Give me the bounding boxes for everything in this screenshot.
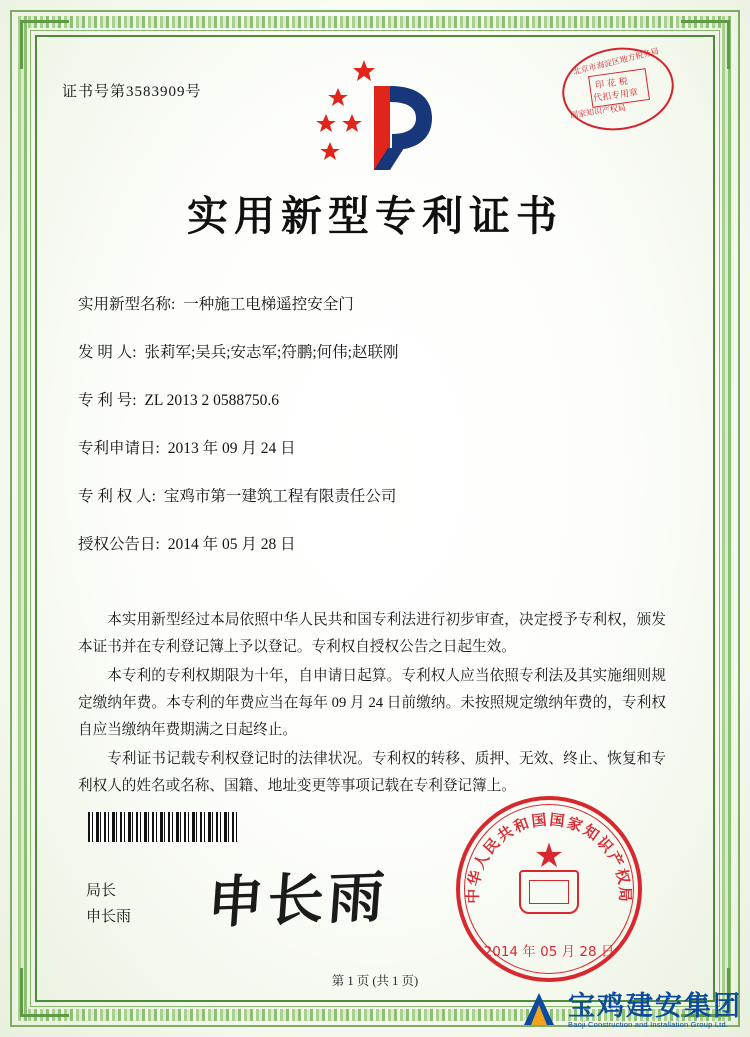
tax-stamp-line3: 代扣专用章 [592, 87, 639, 105]
company-name-block [568, 990, 742, 1030]
company-logo-icon [518, 991, 560, 1031]
handwritten-signature: 申长雨 [205, 863, 391, 937]
field-value-inventors: 张莉军;吴兵;安志军;符鹏;何伟;赵联刚 [144, 344, 399, 361]
national-emblem-icon [519, 870, 579, 914]
signature-labels [86, 878, 131, 930]
legal-paragraph-2: 本专利的专利权期限为十年，自申请日起算。专利权人应当依照专利法及其实施细则规定缴纳年费。本专利的年费应当在每年 09 月 24 日前缴纳。未按照规定缴纳年费的，专利权自应当缴纳年费期满之日起终止。 [78, 668, 666, 738]
field-row-patent-number [78, 388, 678, 410]
field-value-patent-number: ZL 2013 2 0588750.6 [144, 392, 280, 409]
field-label-application-date: 专利申请日: [78, 440, 160, 457]
official-seal-arc-text: 中华人民共和国国家知识产权局 [463, 810, 635, 904]
field-label-grant-date: 授权公告日: [78, 536, 160, 553]
page-footer: 第 1 页 (共 1 页) [331, 974, 419, 988]
legal-paragraph-3: 专利证书记载专利权登记时的法律状况。专利权的转移、质押、无效、终止、恢复和专利权人的姓名或名称、国籍、地址变更等事项记载在专利登记簿上。 [78, 751, 666, 794]
certificate-number: 证书号第3583909号 [62, 84, 202, 100]
tax-stamp-line4: 国家知识产权局 [569, 103, 627, 120]
cnipa-logo-icon [300, 52, 450, 177]
field-value-application-date: 2013 年 09 月 24 日 [167, 440, 296, 457]
star-icon: ★ [533, 838, 565, 875]
document-title: 实用新型专利证书 [187, 192, 563, 240]
field-value-name: 一种施工电梯遥控安全门 [183, 296, 354, 313]
company-name-en: Baoji Construction and Installation Group Ltd. [568, 1020, 729, 1030]
field-label-patent-number: 专 利 号: [78, 392, 137, 409]
field-row-patentee [78, 484, 678, 506]
tax-stamp-seal [562, 48, 674, 130]
official-seal-date: 2014 年 05 月 28 日 [483, 944, 615, 960]
barcode [88, 812, 240, 842]
tax-stamp-line2: 印 花 税 [594, 76, 629, 92]
tax-stamp-line1: 北京市海淀区地方税务局 [572, 46, 660, 77]
field-row-application-date [78, 436, 678, 458]
field-label-name: 实用新型名称: [78, 296, 176, 313]
field-value-patentee: 宝鸡市第一建筑工程有限责任公司 [163, 488, 397, 505]
corner-ornament-top-right [681, 20, 730, 69]
company-name-cn: 宝鸡建安集团 [568, 990, 742, 1022]
field-value-grant-date: 2014 年 05 月 28 日 [167, 536, 296, 553]
field-row-name [78, 292, 678, 314]
official-seal [456, 796, 642, 982]
field-label-patentee: 专 利 权 人: [78, 488, 156, 505]
legal-paragraph-1: 本实用新型经过本局依照中华人民共和国专利法进行初步审查，决定授予专利权，颁发本证书并在专利登记簿上予以登记。专利权自授权公告之日起生效。 [78, 612, 666, 655]
signature-role-label: 局长 [86, 883, 117, 899]
field-row-inventors [78, 340, 678, 362]
field-label-inventors: 发 明 人: [78, 344, 137, 361]
company-watermark [518, 991, 742, 1031]
signature-name-label: 申长雨 [86, 909, 132, 925]
field-row-grant-date [78, 532, 678, 554]
corner-ornament-top-left [20, 20, 69, 69]
legal-body-text [78, 607, 666, 802]
certificate-fields [78, 292, 678, 580]
